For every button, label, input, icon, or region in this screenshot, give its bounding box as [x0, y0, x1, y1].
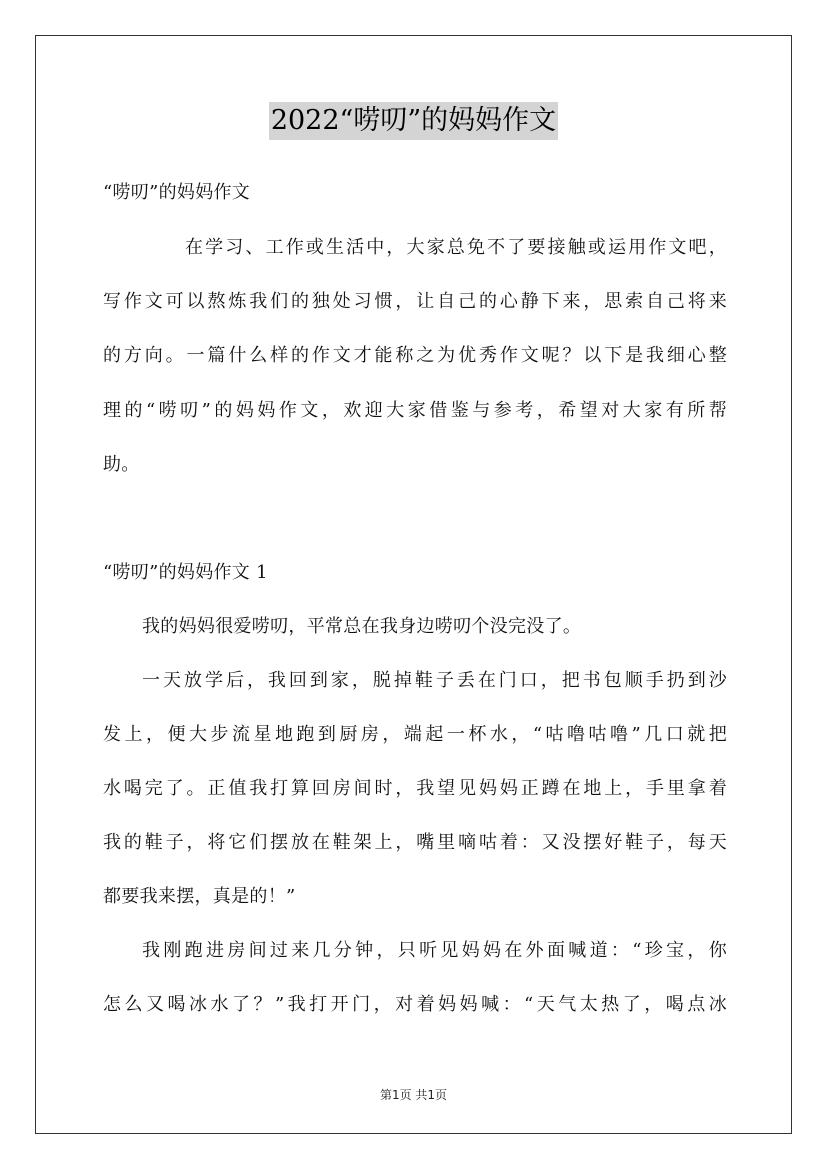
- subtitle: “唠叨”的妈妈作文: [103, 182, 251, 203]
- intro-line-4: 理的“唠叨”的妈妈作文，欢迎大家借鉴与参考，希望对大家有所帮: [103, 400, 727, 421]
- intro-line-3: 的方向。一篇什么样的作文才能称之为优秀作文呢？以下是我细心整: [103, 345, 727, 366]
- body-line-5: 我的鞋子，将它们摆放在鞋架上，嘴里嘀咕着：又没摆好鞋子，每天: [103, 832, 727, 853]
- document-title: [0, 102, 827, 140]
- intro-line-2: 写作文可以熬炼我们的独处习惯，让自己的心静下来，思索自己将来: [103, 291, 727, 312]
- intro-line-5: 助。: [103, 454, 140, 475]
- body-line-7: 我刚跑进房间过来几分钟，只听见妈妈在外面喊道：“珍宝，你: [142, 940, 727, 961]
- intro-line-1: 在学习、工作或生活中，大家总免不了要接触或运用作文吧，: [185, 237, 727, 258]
- section-heading: “唠叨”的妈妈作文 1: [103, 562, 268, 583]
- page-footer: 第1页 共1页: [379, 1088, 448, 1102]
- body-line-6: 都要我来摆，真是的！”: [103, 886, 296, 907]
- body-line-3: 发上，便大步流星地跑到厨房，端起一杯水，“咕噜咕噜”几口就把: [103, 724, 727, 745]
- title-text: 2022“唠叨”的妈妈作文: [269, 102, 558, 140]
- body-line-8: 怎么又喝冰水了？”我打开门，对着妈妈喊：“天气太热了，喝点冰: [103, 994, 727, 1015]
- body-line-1: 我的妈妈很爱唠叨，平常总在我身边唠叨个没完没了。: [142, 616, 582, 637]
- body-line-4: 水喝完了。正值我打算回房间时，我望见妈妈正蹲在地上，手里拿着: [103, 778, 727, 799]
- body-line-2: 一天放学后，我回到家，脱掉鞋子丢在门口，把书包顺手扔到沙: [142, 670, 727, 691]
